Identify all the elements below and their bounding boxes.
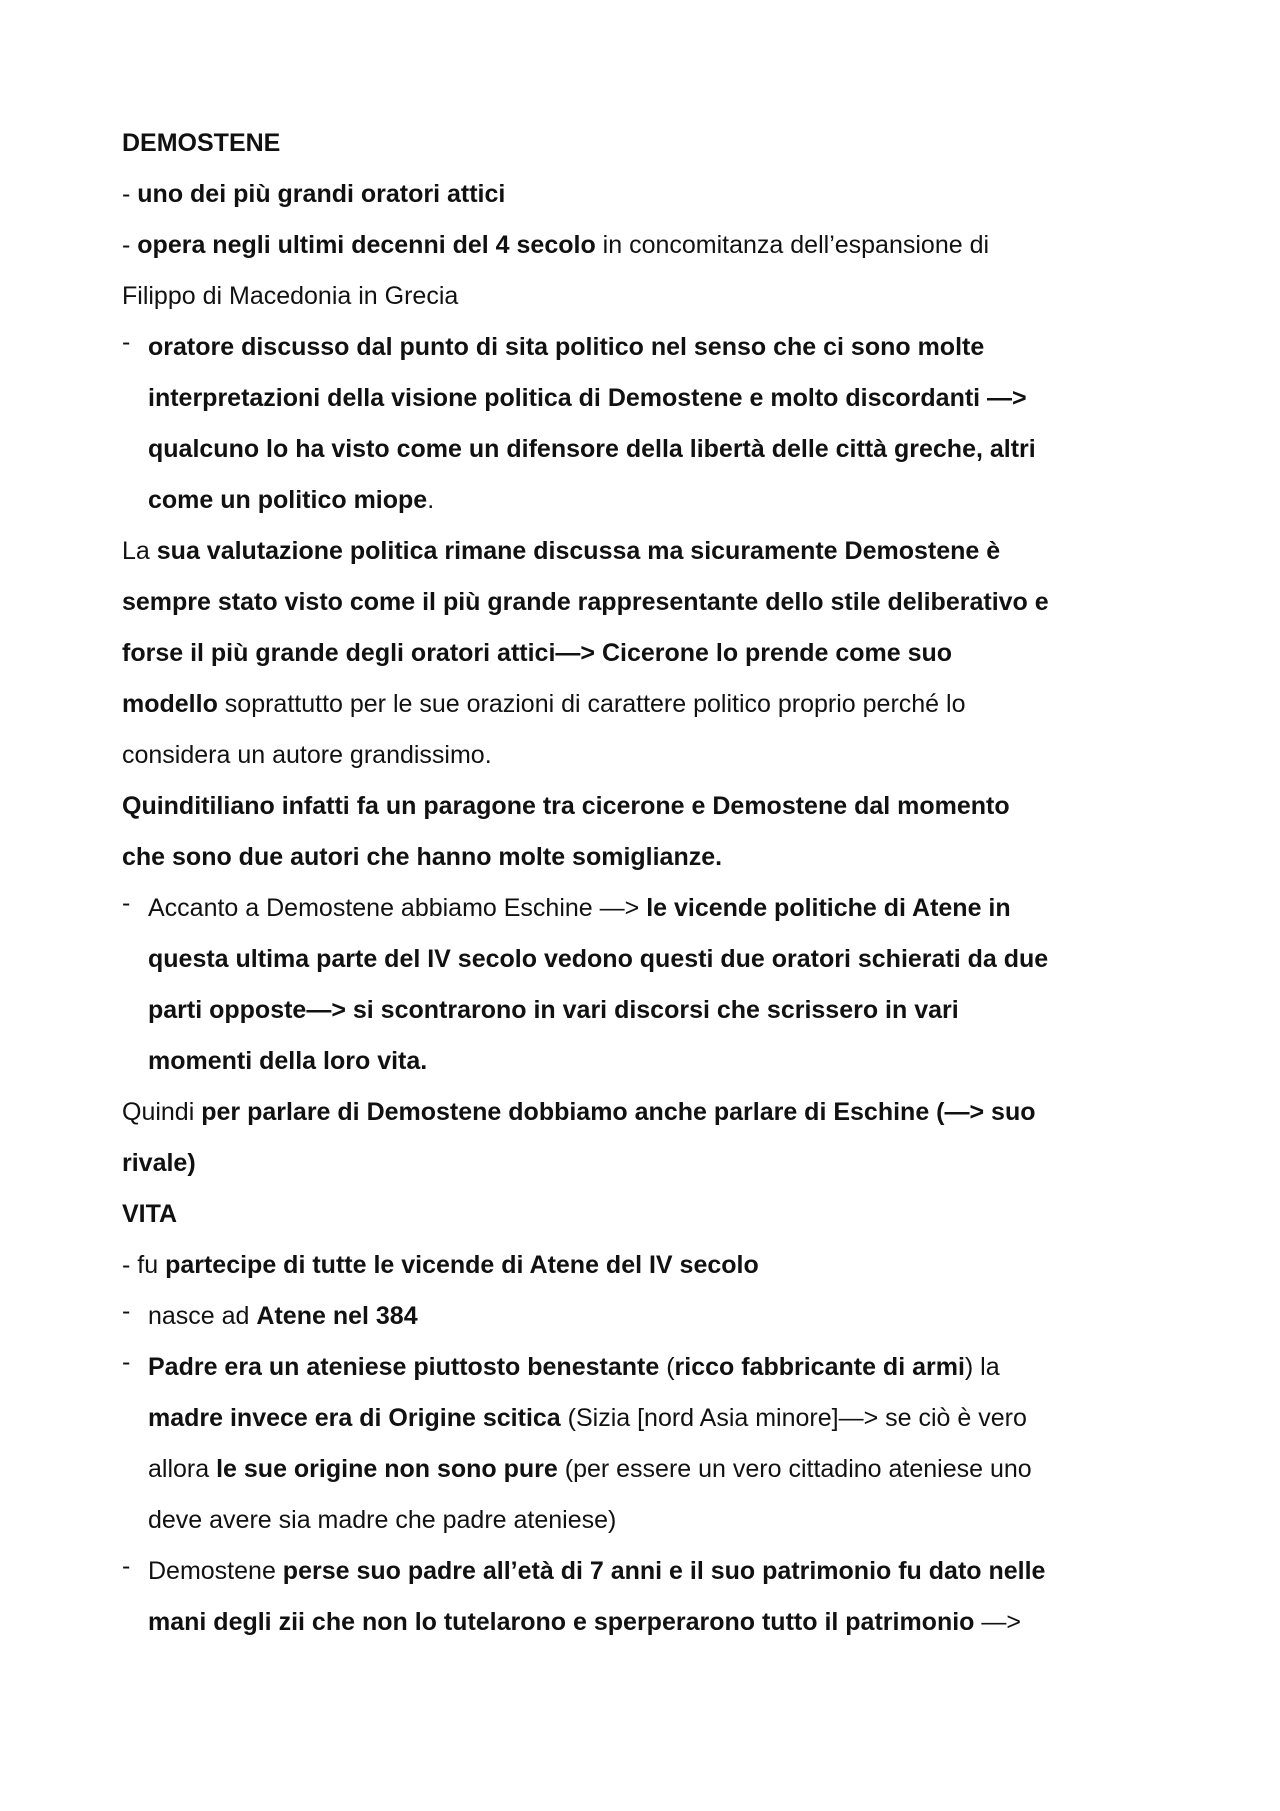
text-line: questa ultima parte del IV secolo vedono questi due oratori schierati da due bbox=[148, 945, 1049, 973]
bullet-item: - Demostene perse suo padre all’età di 7 anni e il suo patrimonio fu dato nelle bbox=[122, 1546, 1172, 1597]
text-line: madre invece era di Origine scitica (Sizia [nord Asia minore]—> se ciò è vero bbox=[148, 1404, 1027, 1432]
text-line: mani degli zii che non lo tutelarono e sperperarono tutto il patrimonio —> bbox=[148, 1608, 1021, 1636]
text-line: - opera negli ultimi decenni del 4 secolo in concomitanza dell’espansione di bbox=[122, 231, 990, 259]
text-line: rivale) bbox=[122, 1149, 196, 1177]
bullet-item: - nasce ad Atene nel 384 bbox=[122, 1291, 1172, 1342]
text-line: allora le sue origine non sono pure (per essere un vero cittadino ateniese uno bbox=[148, 1455, 1032, 1483]
text-line: momenti della loro vita. bbox=[148, 1047, 428, 1075]
bullet-dash: - bbox=[122, 328, 131, 356]
bullet-dash: - bbox=[122, 1348, 131, 1376]
text-line: Quinditiliano infatti fa un paragone tra cicerone e Demostene dal momento bbox=[122, 792, 1010, 820]
bullet-dash: - bbox=[122, 1552, 131, 1580]
text-line: modello soprattutto per le sue orazioni di carattere politico proprio perché lo bbox=[122, 690, 966, 718]
text-line: parti opposte—> si scontrarono in vari discorsi che scrissero in vari bbox=[148, 996, 959, 1024]
section-heading-demostene: DEMOSTENE bbox=[122, 129, 281, 157]
bullet-item: - oratore discusso dal punto di sita politico nel senso che ci sono molte bbox=[122, 322, 1172, 373]
text-line: La sua valutazione politica rimane discussa ma sicuramente Demostene è bbox=[122, 537, 1001, 565]
text-line: considera un autore grandissimo. bbox=[122, 741, 492, 769]
bullet-item: - Padre era un ateniese piuttosto benestante (ricco fabbricante di armi) la bbox=[122, 1342, 1172, 1393]
section-heading-vita: VITA bbox=[122, 1200, 178, 1228]
text-line: che sono due autori che hanno molte somiglianze. bbox=[122, 843, 723, 871]
bullet-dash: - bbox=[122, 1297, 131, 1325]
text-line: - fu partecipe di tutte le vicende di Atene del IV secolo bbox=[122, 1251, 759, 1279]
text-line: Quindi per parlare di Demostene dobbiamo anche parlare di Eschine (—> suo bbox=[122, 1098, 1036, 1126]
text-line: - uno dei più grandi oratori attici bbox=[122, 180, 506, 208]
text-line: come un politico miope. bbox=[148, 486, 435, 514]
bullet-item: - Accanto a Demostene abbiamo Eschine —> le vicende politiche di Atene in bbox=[122, 883, 1172, 934]
text-line: qualcuno lo ha visto come un difensore della libertà delle città greche, altri bbox=[148, 435, 1036, 463]
bullet-dash: - bbox=[122, 889, 131, 917]
document-body bbox=[122, 118, 1172, 1648]
text-line: sempre stato visto come il più grande rappresentante dello stile deliberativo e bbox=[122, 588, 1049, 616]
text-line: Filippo di Macedonia in Grecia bbox=[122, 282, 459, 310]
text-line: interpretazioni della visione politica di Demostene e molto discordanti —> bbox=[148, 384, 1027, 412]
text-line: deve avere sia madre che padre ateniese) bbox=[148, 1506, 617, 1534]
text-line: forse il più grande degli oratori attici—> Cicerone lo prende come suo bbox=[122, 639, 953, 667]
